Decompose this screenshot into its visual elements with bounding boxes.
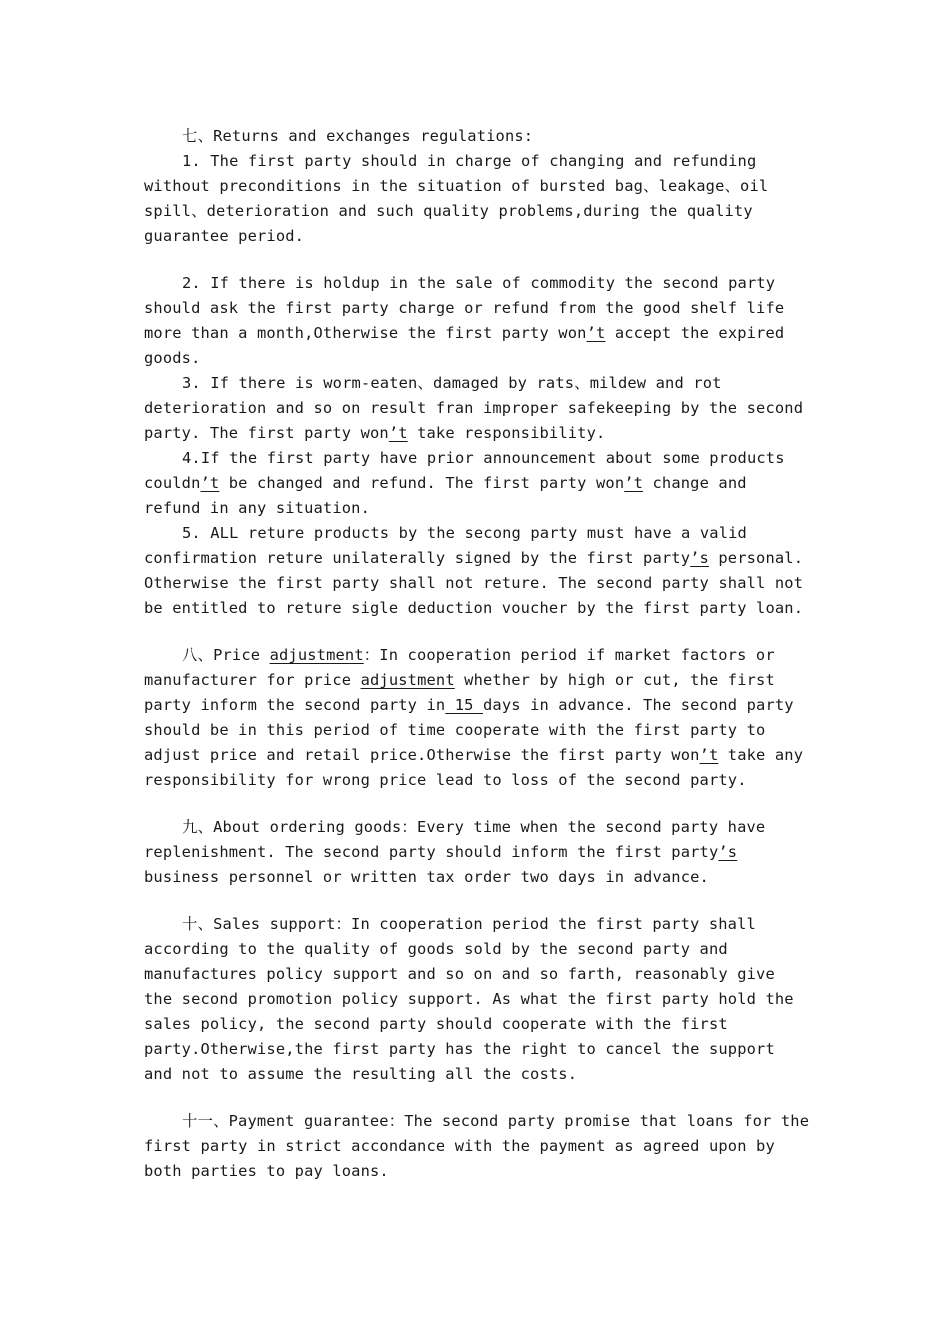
section-11-payment-guarantee: 十一、Payment guarantee：The second party promise that loans for the first party in strict accondance with the payment as agreed upon by both parties to pay loans.: [144, 1112, 810, 1180]
section-7-item-4: 4.If the first party have prior announcement about some products couldn’t be changed and refund. The first party won’t change and refund in any situation.: [144, 449, 785, 517]
section-7-item-2: 2. If there is holdup in the sale of commodity the second party should ask the first party charge or refund from the good shelf life more than a month,Otherwise the first party won’t accept the expired goods.: [144, 274, 785, 367]
section-7-item-1: 1. The first party should in charge of changing and refunding without preconditions in the situation of bursted bag、leakage、oil spill、deterioration and such quality problems,during the quality guarantee period.: [144, 152, 769, 245]
section-7-heading: 七、Returns and exchanges regulations:: [182, 127, 534, 145]
section-8-price-adjustment: 八、Price adjustment：In cooperation period if market factors or manufacturer for price adjustment whether by high or cut, the first party inform the second party in 15 days in advance. The second party should be in this period of time cooperate with the first party to adjust price and retail price.Otherwise the first party won’t take any responsibility for wrong price lead to loss of the second party.: [144, 646, 804, 789]
section-7-item-5: 5. ALL reture products by the secong party must have a valid confirmation reture unilaterally signed by the first party’s personal. Otherwise the first party shall not reture. The second party shall not be entitled to reture sigle deduction voucher by the first party loan.: [144, 524, 804, 617]
paragraph-gap: [144, 621, 810, 643]
paragraph-gap: [144, 890, 810, 912]
paragraph-gap: [144, 249, 810, 271]
paragraph-gap: [144, 1087, 810, 1109]
section-7-item-3: 3. If there is worm-eaten、damaged by rats、mildew and rot deterioration and so on result fran improper safekeeping by the second party. The first party won’t take responsibility.: [144, 374, 804, 442]
section-10-sales-support: 十、Sales support：In cooperation period the first party shall according to the quality of goods sold by the second party and manufactures policy support and so on and so farth, reasonably give the second promotion policy support. As what the first party hold the sales policy, the second party should cooperate with the first party.Otherwise,the first party has the right to cancel the support and not to assume the resulting all the costs.: [144, 915, 794, 1083]
document-body: [144, 124, 810, 1184]
paragraph-gap: [144, 793, 810, 815]
section-9-ordering-goods: 九、About ordering goods：Every time when the second party have replenishment. The second party should inform the first party’s business personnel or written tax order two days in advance.: [144, 818, 766, 886]
